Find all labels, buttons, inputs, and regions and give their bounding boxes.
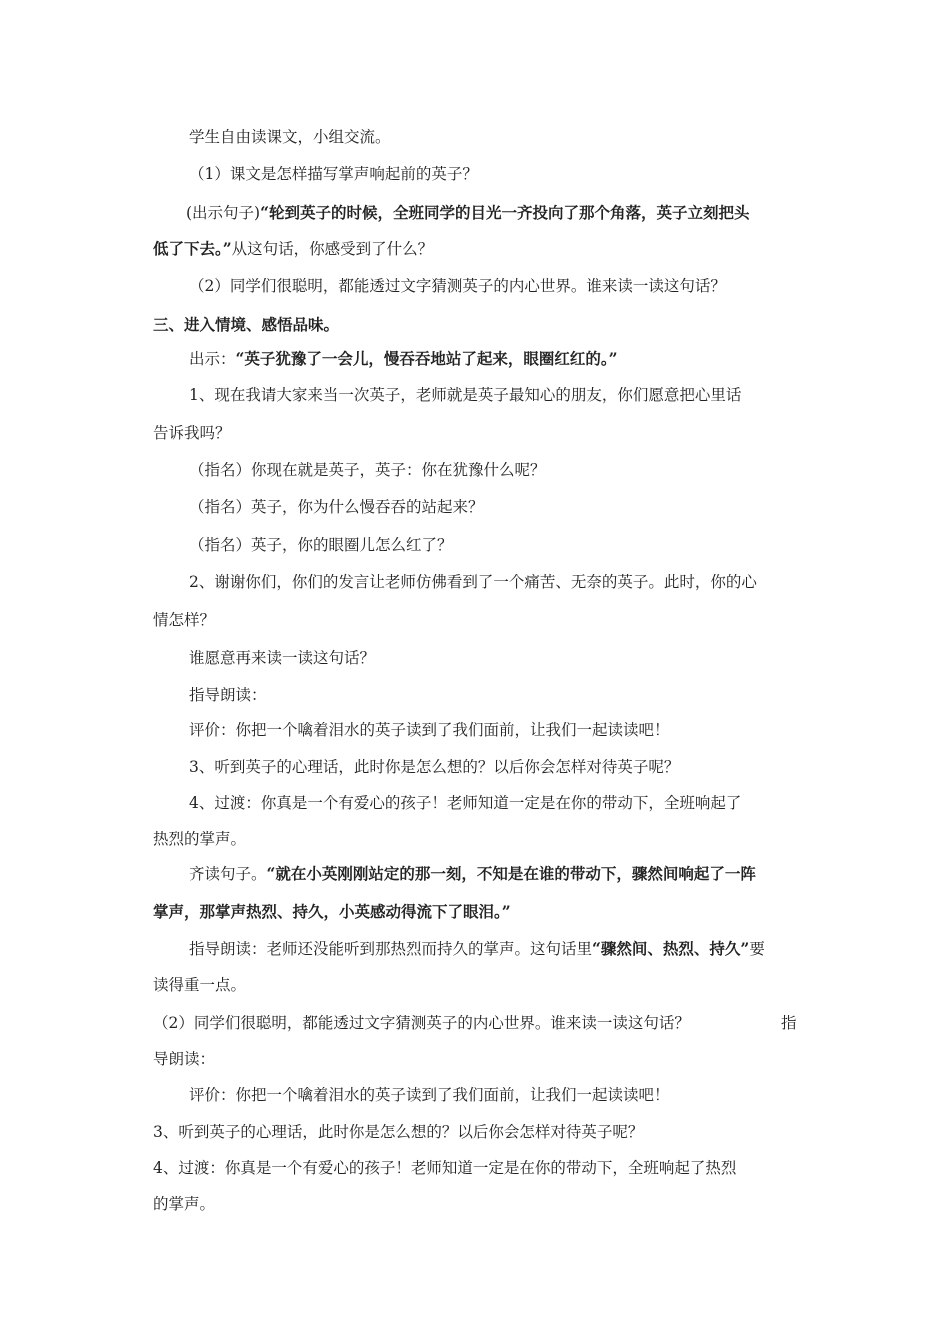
paragraph-line-tail: 指 — [781, 1014, 797, 1032]
paragraph-line: 评价：你把一个噙着泪水的英子读到了我们面前，让我们一起读读吧！ — [189, 1086, 670, 1104]
paragraph-line: 3、听到英子的心理话，此时你是怎么想的？以后你会怎样对待英子呢？ — [189, 758, 680, 776]
paragraph-line: 告诉我吗？ — [153, 424, 231, 442]
quoted-sentence: 掌声，那掌声热烈、持久，小英感动得流下了眼泪。” — [153, 902, 511, 921]
text-span: 要 — [749, 940, 765, 958]
paragraph-line: 热烈的掌声。 — [153, 830, 247, 848]
paragraph-line: （指名）英子，你的眼圈儿怎么红了？ — [189, 536, 453, 554]
paragraph-line: 的掌声。 — [153, 1195, 216, 1213]
paragraph-line — [186, 203, 750, 223]
paragraph-line — [189, 939, 765, 959]
paragraph-line: 1、现在我请大家来当一次英子，老师就是英子最知心的朋友，你们愿意把心里话 — [189, 386, 742, 404]
paragraph-line: 3、听到英子的心理话，此时你是怎么想的？以后你会怎样对待英子呢？ — [153, 1123, 644, 1141]
paragraph-line: （指名）英子，你为什么慢吞吞的站起来？ — [189, 498, 484, 516]
paragraph-line: （指名）你现在就是英子，英子：你在犹豫什么呢？ — [189, 461, 546, 479]
paragraph-line — [189, 864, 756, 884]
paragraph-line — [153, 239, 433, 259]
paragraph-line: （2）同学们很聪明，都能透过文字猜测英子的内心世界。谁来读一读这句话？ — [189, 277, 726, 295]
text-span: 从这句话，你感受到了什么？ — [231, 240, 434, 258]
paragraph-line: 2、谢谢你们，你们的发言让老师仿佛看到了一个痛苦、无奈的英子。此时，你的心 — [189, 573, 757, 591]
quoted-sentence: “轮到英子的时候，全班同学的目光一齐投向了那个角落，英子立刻把头 — [260, 203, 750, 222]
text-span: 齐读句子。 — [189, 865, 267, 883]
paragraph-line: 评价：你把一个噙着泪水的英子读到了我们面前，让我们一起读读吧！ — [189, 721, 670, 739]
paragraph-line: 导朗读： — [153, 1050, 216, 1068]
text-span: 指导朗读：老师还没能听到那热烈而持久的掌声。这句话里 — [189, 940, 593, 958]
paragraph-line: 4、过渡：你真是一个有爱心的孩子！老师知道一定是在你的带动下，全班响起了 — [189, 794, 742, 812]
text-span: (出示句子) — [186, 204, 261, 222]
paragraph-line: （2）同学们很聪明，都能透过文字猜测英子的内心世界。谁来读一读这句话？ — [153, 1014, 690, 1032]
paragraph-line: 学生自由读课文，小组交流。 — [189, 128, 391, 146]
paragraph-line: 情怎样？ — [153, 611, 216, 629]
paragraph-line: 读得重一点。 — [153, 976, 247, 994]
section-heading: 三、进入情境、感悟品味。 — [153, 315, 340, 334]
quoted-sentence: 低了下去。” — [153, 239, 232, 258]
text-span: 出示： — [189, 350, 236, 368]
paragraph-line: 4、过渡：你真是一个有爱心的孩子！老师知道一定是在你的带动下，全班响起了热烈 — [153, 1159, 737, 1177]
paragraph-line: （1）课文是怎样描写掌声响起前的英子？ — [189, 165, 478, 183]
paragraph-line — [189, 349, 618, 369]
quoted-sentence: “就在小英刚刚站定的那一刻，不知是在谁的带动下，骤然间响起了一阵 — [266, 864, 756, 883]
paragraph-line: 谁愿意再来读一读这句话？ — [189, 649, 376, 667]
quoted-sentence: “英子犹豫了一会儿，慢吞吞地站了起来，眼圈红红的。” — [235, 349, 618, 368]
emphasized-phrase: “骤然间、热烈、持久” — [592, 939, 750, 958]
paragraph-line: 指导朗读： — [189, 686, 267, 704]
